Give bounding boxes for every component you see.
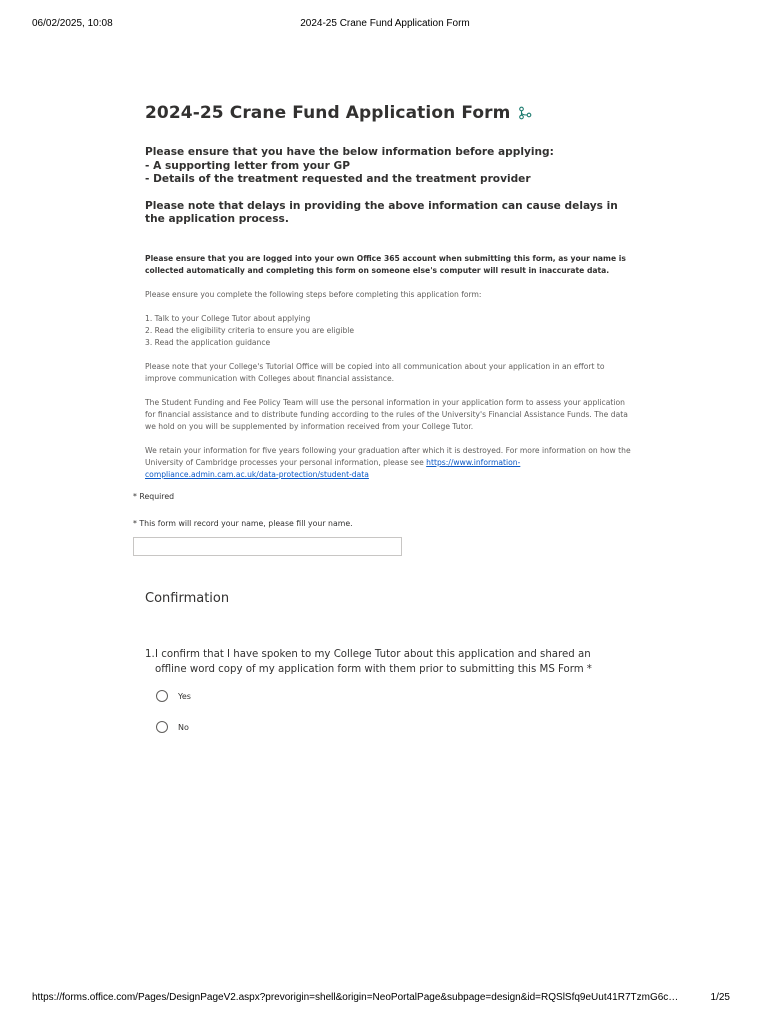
form-title [145,102,635,124]
print-page-title: 2024-25 Crane Fund Application Form [300,18,470,29]
radio-button[interactable] [156,690,168,702]
notice-line: Please ensure that you have the below information before applying: [145,146,554,158]
option-label: No [178,722,189,732]
personal-info-note: The Student Funding and Fee Policy Team will use the personal information in your application form to assess your application for financial assistance and to distribute funding according to the rules of the University's Financial Assistance Funds. The data we hold on you will be supplemented by information received from your College Tutor. [145,397,628,431]
question-1 [145,648,615,677]
print-footer [32,992,738,1006]
option-yes[interactable] [156,690,191,702]
print-page-number: 1/25 [710,992,730,1003]
data-protection-link[interactable]: https://www.information-compliance.admin.cam.ac.uk/data-protection/student-data [145,457,521,479]
required-info-notice [145,146,635,227]
option-no[interactable] [156,721,189,733]
question-number: 1. [145,649,155,660]
record-name-note: * This form will record your name, please fill your name. [133,519,353,528]
retention-note [145,445,635,481]
section-title: Confirmation [145,591,230,606]
notice-line: - A supporting letter from your GP [145,159,350,172]
tutorial-office-note: Please note that your College's Tutorial Office will be copied into all communication about your application in an effort to improve communication with Colleges about financial assistance. [145,361,605,383]
option-label: Yes [178,691,191,701]
form-description [145,253,635,481]
retention-text: We retain your information for five years following your graduation after which it is destroyed. For more information on how the University of Cambridge processes your personal information, please see [145,445,631,467]
steps-intro: Please ensure you complete the following steps before completing this application form: [145,289,482,299]
branching-icon[interactable] [518,106,532,120]
step-item: 3. Read the application guidance [145,337,271,347]
steps-list [145,313,635,349]
required-mark: * [586,663,592,675]
step-item: 1. Talk to your College Tutor about applying [145,313,311,323]
required-note: * Required [133,492,175,501]
print-url: https://forms.office.com/Pages/DesignPageV2.aspx?prevorigin=shell&origin=NeoPortalPage&subpage=design&id=RQSlSfq9eUut41R7TzmG6c… [32,992,679,1003]
print-header [32,18,738,32]
form-body [145,102,635,493]
print-datetime: 06/02/2025, 10:08 [32,18,113,29]
form-title-text: 2024-25 Crane Fund Application Form [145,103,511,123]
login-warning: Please ensure that you are logged into your own Office 365 account when submitting this form, as your name is collected automatically and completing this form on someone else's computer will result in inaccurate data. [145,253,626,275]
step-item: 2. Read the eligibility criteria to ensure you are eligible [145,325,355,335]
notice-line: - Details of the treatment requested and the treatment provider [145,173,531,185]
question-text: I confirm that I have spoken to my College Tutor about this application and shared an offline word copy of my application form with them prior to submitting this MS Form [155,649,591,675]
name-input[interactable] [133,537,402,556]
notice-line: Please note that delays in providing the above information can cause delays in the application process. [145,199,618,225]
radio-button[interactable] [156,721,168,733]
